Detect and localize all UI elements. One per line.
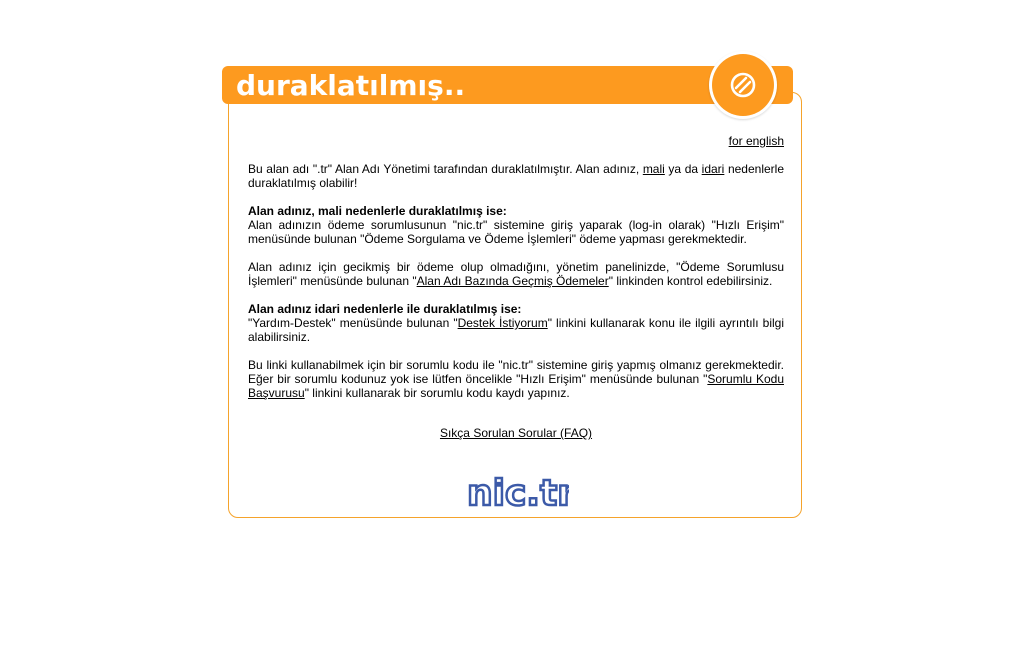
faq-container [248, 426, 784, 440]
support-link[interactable]: Destek İstiyorum [457, 316, 548, 330]
mali-paragraph: Alan adınız, mali nedenlerle duraklatılmış ise: Alan adınızın ödeme sorumlusunun "nic.tr" sistemine giriş yaparak (log-in olarak) "Hızlı Erişim" menüsünde bulunan "Ödeme Sorgulama ve Ödeme İşlemleri" ödeme yapması gerekmektedir. [248, 204, 784, 246]
intro-paragraph: Bu alan adı ".tr" Alan Adı Yönetimi tarafından duraklatılmıştır. Alan adınız, mali ya da idari nedenlerle duraklatılmış olabilir! [248, 162, 784, 190]
logo-text: nic.tr [467, 474, 569, 512]
payment-history-link[interactable]: Alan Adı Bazında Geçmiş Ödemeler [416, 274, 609, 288]
prohibited-icon [727, 69, 759, 101]
sorumlu-paragraph: Bu linki kullanabilmek için bir sorumlu kodu ile "nic.tr" sistemine giriş yapmış olmanız gerekmektedir. Eğer bir sorumlu kodunuz yok ise lütfen öncelikle "Hızlı Erişim" menüsünde bulunan "Sorumlu Kodu Başvurusu" linkini kullanarak bir sorumlu kodu kaydı yapınız. [248, 358, 784, 400]
idari-link[interactable]: idari [701, 162, 725, 176]
idari-paragraph: Alan adınız idari nedenlerle ile duraklatılmış ise: "Yardım-Destek" menüsünde bulunan "Destek İstiyorum" linkini kullanarak konu ile ilgili ayrıntılı bilgi alabilirsiniz. [248, 302, 784, 344]
faq-link[interactable]: Sıkça Sorulan Sorular (FAQ) [439, 426, 593, 440]
english-link[interactable]: for english [728, 134, 784, 148]
page-title: duraklatılmış.. [236, 69, 466, 102]
nic-tr-logo [465, 474, 569, 515]
status-badge [709, 51, 777, 119]
payment-history-paragraph: Alan adınız için gecikmiş bir ödeme olup olmadığını, yönetim panelinizde, "Ödeme Sorumlusu İşlemleri" menüsünde bulunan "Alan Adı Bazında Geçmiş Ödemeler" linkinden kontrol edebilirsiniz. [248, 260, 784, 288]
sorumlu-code-link[interactable]: Sorumlu Kodu Başvurusu [248, 372, 784, 400]
mali-link[interactable]: mali [642, 162, 665, 176]
idari-heading: Alan adınız idari nedenlerle ile duraklatılmış ise: [248, 302, 522, 316]
mali-heading: Alan adınız, mali nedenlerle duraklatılmış ise: [248, 204, 507, 218]
language-switch [248, 134, 784, 148]
main-content [248, 134, 784, 440]
